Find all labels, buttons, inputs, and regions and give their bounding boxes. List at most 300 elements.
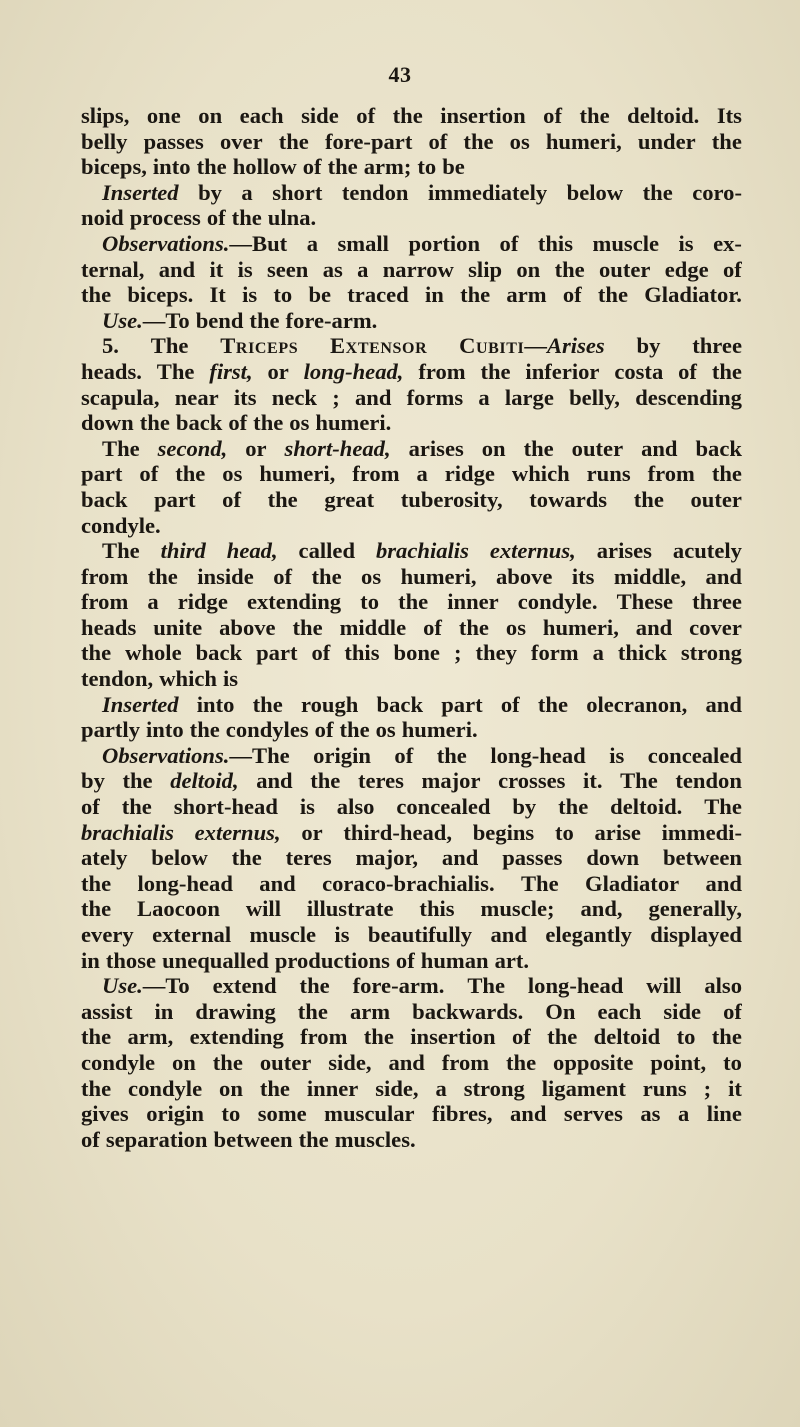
word: immedi- [661, 819, 742, 845]
word: three [692, 333, 742, 359]
word: ately [81, 845, 128, 871]
word: externus, [489, 538, 576, 564]
word: to [676, 1024, 696, 1050]
text-line [81, 103, 742, 129]
word: the [311, 563, 342, 589]
word: It [209, 282, 226, 308]
word: the [558, 794, 589, 820]
text-line [81, 845, 742, 871]
word: noid [81, 205, 124, 231]
word: of [678, 358, 697, 384]
word: unite [153, 614, 203, 640]
word: in [154, 998, 174, 1024]
text-line [81, 1127, 742, 1153]
text-line [81, 129, 742, 155]
word: major [421, 768, 481, 794]
text-line [81, 385, 742, 411]
word: and [259, 870, 296, 896]
word: the [460, 282, 491, 308]
word: on [219, 1075, 243, 1101]
text-line [81, 359, 742, 385]
word: arm, [127, 1024, 174, 1050]
word: the [278, 128, 309, 154]
word: and [635, 614, 673, 640]
body-text [81, 103, 742, 1152]
word: to [221, 1101, 241, 1127]
word: The [704, 794, 742, 820]
word: called [298, 538, 356, 564]
word: arm; [363, 154, 412, 180]
word: long-head [527, 973, 624, 999]
word: the [231, 205, 262, 231]
word: condyle [81, 1049, 156, 1075]
text-line [81, 513, 742, 539]
word: acutely [672, 538, 742, 564]
word: hollow [232, 154, 297, 180]
word: which [511, 461, 570, 487]
word: generally, [648, 896, 742, 922]
word: whole [125, 640, 182, 666]
word: some [257, 1101, 307, 1127]
word: by [81, 768, 105, 794]
text-line [81, 436, 742, 462]
word: and [441, 845, 479, 871]
word: partly [81, 717, 140, 743]
word: unequalled [162, 947, 269, 973]
word: and, [580, 896, 623, 922]
word: Observations.—But [102, 230, 288, 256]
word: a [435, 1075, 447, 1101]
word: is [299, 794, 315, 820]
word: which [159, 666, 217, 692]
word: traced [347, 282, 409, 308]
word: coraco-brachialis. [322, 870, 495, 896]
word: process [129, 205, 201, 231]
word: the [597, 282, 628, 308]
word: third-head, [343, 819, 452, 845]
word: forms [406, 384, 464, 410]
word: or [245, 435, 267, 461]
word: olecranon, [586, 691, 688, 717]
word: productions [274, 947, 390, 973]
word: the [299, 973, 330, 999]
word: be [308, 282, 332, 308]
word: side, [375, 1075, 419, 1101]
word: deltoid, [170, 768, 239, 794]
word: and [705, 563, 742, 589]
word: the [339, 717, 370, 743]
word: coro- [692, 179, 742, 205]
word: or [301, 819, 323, 845]
word: the [711, 461, 742, 487]
word: and [509, 1101, 547, 1127]
word: its [233, 384, 257, 410]
word: the [139, 410, 170, 436]
word: the [212, 1049, 243, 1075]
word: heads [81, 614, 137, 640]
word: and [490, 922, 527, 947]
word: human [420, 947, 489, 973]
word: os [509, 128, 530, 154]
text-line [81, 743, 742, 769]
word: between [662, 845, 742, 871]
word: is [678, 230, 694, 256]
text-line [81, 1101, 742, 1127]
word: narrow [382, 256, 454, 282]
word: of [206, 205, 226, 231]
word: under [637, 128, 696, 154]
word: the [327, 154, 358, 180]
word: those [105, 947, 157, 973]
word: side, [328, 1049, 372, 1075]
word: also [704, 973, 742, 999]
word: drawing [195, 998, 276, 1024]
word: The [102, 538, 140, 564]
word: the [231, 845, 262, 871]
word: part [81, 461, 123, 487]
word: the [81, 1075, 112, 1101]
word: concealed [396, 794, 491, 820]
word: strong [680, 640, 742, 666]
text-line [81, 589, 742, 615]
word: condyle [128, 1075, 203, 1101]
text-line [81, 410, 742, 436]
word: insertion [440, 103, 526, 128]
word: it [728, 1075, 742, 1101]
word: immediately [427, 179, 548, 205]
word: of [394, 742, 414, 768]
word: second, [157, 435, 228, 461]
word: the [253, 410, 284, 436]
word: externus, [194, 819, 281, 845]
word: outer [259, 1049, 312, 1075]
word: the [579, 103, 610, 128]
word: is [222, 666, 239, 692]
word: below [566, 179, 624, 205]
word: of [511, 1024, 531, 1050]
word: beautifully [367, 922, 473, 947]
word: separation [105, 1126, 208, 1152]
word: of [311, 640, 331, 666]
word: into [152, 154, 191, 180]
word: humeri. [401, 717, 478, 743]
word: the [363, 1024, 394, 1050]
word: strong [463, 1075, 525, 1101]
word: or [267, 358, 289, 384]
word: os [375, 717, 396, 743]
word: and [641, 435, 678, 461]
word: origin [313, 742, 371, 768]
word: small [337, 230, 389, 256]
word: 5. [102, 333, 119, 359]
text-line [81, 973, 742, 999]
word: of [273, 563, 293, 589]
word: the [642, 179, 673, 205]
word: thick [617, 640, 667, 666]
word: humeri, [259, 461, 336, 487]
word: inferior [525, 358, 600, 384]
word: side [663, 998, 702, 1024]
word: Gladiator. [644, 282, 742, 308]
word: the [480, 358, 511, 384]
word: outer [599, 256, 651, 282]
word: of [302, 154, 322, 180]
word: of [81, 1126, 100, 1152]
word: the [81, 1024, 112, 1050]
word: third [160, 538, 206, 564]
text-line [81, 1076, 742, 1102]
word: cover [689, 614, 742, 640]
text-line [81, 896, 742, 922]
word: the [436, 742, 467, 768]
word: bone [393, 640, 440, 666]
word: seen [266, 256, 309, 282]
word: a [147, 589, 159, 615]
word: arm [349, 998, 391, 1024]
word: above [219, 614, 276, 640]
word: back [195, 640, 243, 666]
word: below [151, 845, 208, 871]
word: muscle [249, 922, 317, 947]
word: bend [195, 307, 244, 333]
word: of [228, 410, 248, 436]
word: back [376, 691, 424, 717]
word: extend [212, 973, 277, 999]
word: back [81, 486, 128, 512]
word: part [441, 691, 483, 717]
word: and [256, 768, 293, 794]
word: is [609, 742, 625, 768]
word: from [352, 461, 400, 487]
word: inner [447, 589, 499, 615]
word: Laocoon [137, 896, 220, 922]
word: of [423, 614, 442, 640]
text-line [81, 1050, 742, 1076]
word: ulna. [267, 205, 317, 231]
word: fore-arm. [285, 307, 378, 333]
word: art. [494, 947, 530, 973]
word: of [395, 947, 415, 973]
word: a [478, 384, 490, 410]
word: first, [209, 358, 253, 384]
word: is [334, 922, 350, 947]
word: concealed [647, 742, 742, 768]
word: arise [594, 819, 641, 845]
word: of [139, 461, 159, 487]
word: part [154, 486, 196, 512]
word: the [633, 486, 664, 512]
word: from [418, 358, 466, 384]
word: short-head, [284, 435, 391, 461]
word: of [543, 103, 562, 128]
word: portion [408, 230, 481, 256]
word: down [81, 410, 134, 436]
word: long-head [137, 870, 233, 896]
word: the [196, 154, 227, 180]
page-number: 43 [388, 62, 412, 87]
word: its [571, 563, 595, 589]
word: the [463, 128, 494, 154]
word: the [547, 1024, 578, 1050]
word: by [512, 794, 537, 820]
word: the [81, 282, 112, 308]
word: the [505, 1049, 537, 1075]
word: side [301, 103, 339, 128]
word: head, [226, 538, 278, 564]
word: the [711, 128, 742, 154]
word: the [298, 1126, 329, 1152]
word: line [706, 1101, 742, 1127]
word: to [417, 154, 437, 180]
word: os [361, 563, 382, 589]
word: slips, [81, 103, 130, 128]
word: deltoid. [610, 794, 683, 820]
word: of [81, 794, 100, 820]
word: into [196, 691, 235, 717]
word: condyle. [81, 512, 161, 538]
word: back [175, 410, 223, 436]
word: the [554, 256, 585, 282]
word: On [545, 998, 576, 1024]
word: Use.—To [102, 307, 190, 333]
word: the [81, 896, 112, 922]
word: passes [502, 845, 563, 871]
word: over [219, 128, 263, 154]
word: The [620, 768, 658, 794]
word: teres [285, 845, 332, 871]
word: the [458, 614, 489, 640]
word: short-head [173, 794, 278, 820]
word: large [504, 384, 554, 410]
word: major, [355, 845, 419, 871]
word: down [586, 845, 640, 871]
word: by [198, 179, 222, 205]
word: of [562, 282, 582, 308]
word: three [692, 589, 742, 615]
word: the [259, 1075, 290, 1101]
word: on [198, 103, 223, 128]
word: the [297, 998, 328, 1024]
word: of [356, 103, 376, 128]
word: biceps, [81, 154, 147, 180]
word: from [81, 563, 129, 589]
text-line [81, 948, 742, 974]
word: Gladiator [585, 870, 680, 896]
word: These [616, 589, 674, 615]
word: the [537, 691, 568, 717]
word: The [102, 435, 140, 461]
word: ternal, [81, 256, 145, 282]
word: middle [339, 614, 407, 640]
word: between [213, 1126, 293, 1152]
word: long-head [490, 742, 586, 768]
word: the [249, 307, 280, 333]
word: from [300, 1024, 348, 1050]
word: runs [586, 461, 631, 487]
word: to [723, 1049, 742, 1075]
word: every [81, 922, 134, 947]
word: illustrate [306, 896, 394, 922]
word: os [505, 614, 526, 640]
word: great [324, 486, 375, 512]
word: outer [571, 435, 624, 461]
word: and [388, 1049, 425, 1075]
word: of [723, 256, 742, 282]
word: and [705, 870, 742, 896]
text-line [81, 180, 742, 206]
word: elegantly [545, 922, 632, 947]
text-line [81, 487, 742, 513]
text-line [81, 1024, 742, 1050]
word: of [314, 717, 334, 743]
word: ex- [713, 230, 742, 256]
word: ; [332, 384, 340, 410]
word: the [189, 717, 220, 743]
word: a [416, 461, 428, 487]
word: the [292, 614, 323, 640]
text-line [81, 564, 742, 590]
text-line [81, 999, 742, 1025]
word: inside [197, 563, 254, 589]
word: ridge [444, 461, 495, 487]
word: Inserted [102, 691, 179, 717]
word: deltoid. [627, 103, 700, 128]
word: ridge [177, 589, 228, 615]
word: passes [143, 128, 204, 154]
word: muscles. [334, 1126, 416, 1152]
text-line [81, 615, 742, 641]
word: in [81, 947, 100, 973]
word: the [147, 563, 178, 589]
word: the [122, 768, 153, 794]
text-line [81, 666, 742, 692]
word: fore-arm. [352, 973, 445, 999]
word: the [398, 589, 429, 615]
word: of [499, 230, 519, 256]
word: extending [189, 1024, 284, 1050]
word: to [360, 589, 379, 615]
word: extending [246, 589, 342, 615]
word: from [81, 589, 129, 615]
word: on [516, 256, 541, 282]
word: os [222, 461, 243, 487]
word: long-head, [303, 358, 404, 384]
word: descending [635, 384, 742, 410]
word: brachialis [375, 538, 469, 564]
text-line [81, 333, 742, 359]
word: the [81, 640, 112, 666]
word: tuberosity, [400, 486, 503, 512]
word: a [306, 230, 318, 256]
word: they [475, 640, 517, 666]
word: this [419, 896, 455, 922]
word: belly, [569, 384, 620, 410]
word: The [156, 358, 195, 384]
word: gives [81, 1101, 129, 1127]
word: of [723, 998, 742, 1024]
word: the [267, 486, 298, 512]
word: arises [408, 435, 464, 461]
word: will [646, 973, 682, 999]
word: begins [472, 819, 535, 845]
word: fibres, [432, 1101, 493, 1127]
text-line [81, 257, 742, 283]
text-line [81, 461, 742, 487]
word: humeri, [542, 614, 619, 640]
word: heads. [81, 358, 142, 384]
word: Triceps [220, 333, 299, 359]
word: displayed [650, 922, 742, 947]
